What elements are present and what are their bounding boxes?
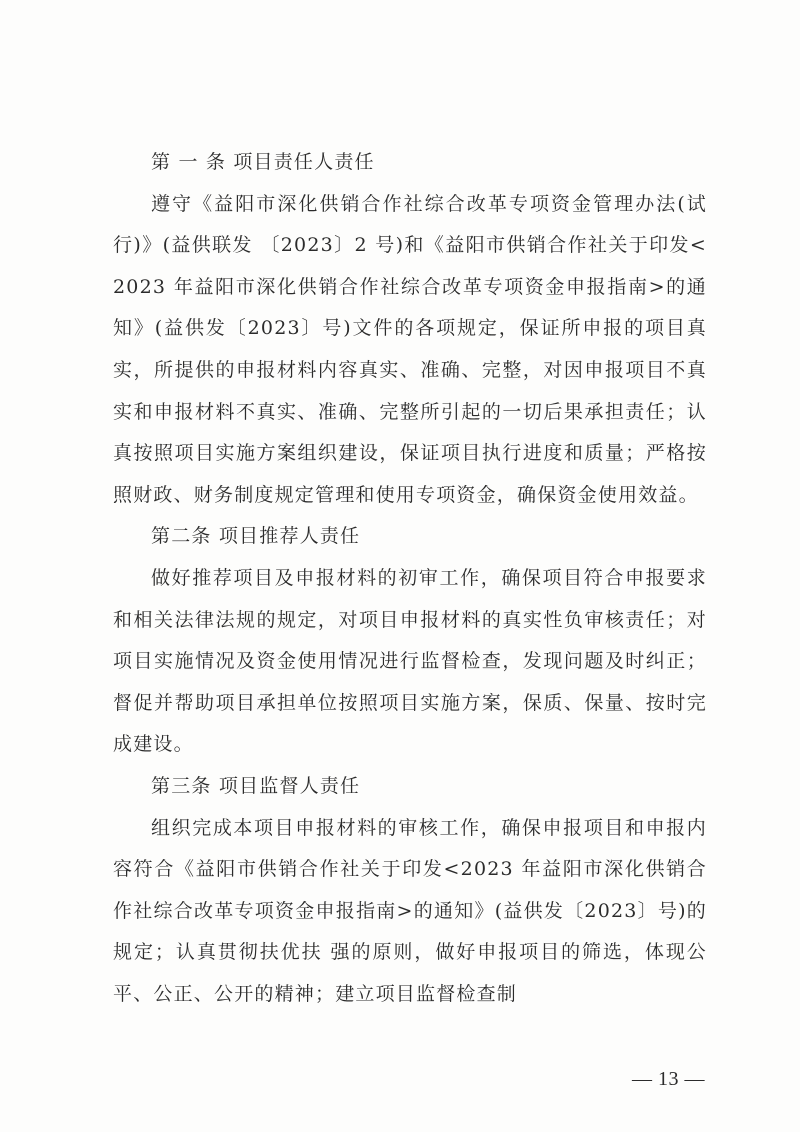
article-2-paragraph: 做好推荐项目及申报材料的初审工作，确保项目符合申报要求和相关法律法规的规定，对项目申报材料的真实性负审核责任；对项目实施情况及资金使用情况进行监督检查，发现问题及时纠正；督促并帮助项目承担单位按照项目实施方案，保质、保量、按时完成建设。 — [113, 566, 707, 756]
document-body — [113, 142, 707, 1015]
article-1-heading: 第 一 条 项目责任人责任 — [151, 151, 375, 173]
article-3-heading: 第三条 项目监督人责任 — [151, 774, 361, 797]
article-3-paragraph: 组织完成本项目申报材料的审核工作，确保申报项目和申报内容符合《益阳市供销合作社关于印发<2023 年益阳市深化供销合作社综合改革专项资金申报指南>的通知》(益供发〔2023〕号)的规定；认真贯彻扶优扶 强的原则，做好申报项目的筛选，体现公平、公正、公开的精神；建立项目监督检查制 — [113, 816, 707, 1005]
article-2-heading: 第二条 项目推荐人责任 — [151, 525, 361, 548]
article-1-paragraph: 遵守《益阳市深化供销合作社综合改革专项资金管理办法(试行)》(益供联发 〔2023〕2 号)和《益阳市供销合作社关于印发<2023 年益阳市深化供销合作社综合改革专项资金申报指南>的通知》(益供发〔2023〕号)文件的各项规定，保证所申报的项目真实，所提供的申报材料内容真实、准确、完整，对因申报项目不真实和申报材料不真实、准确、完整所引起的一切后果承担责任；认真按照项目实施方案组织建设，保证项目执行进度和质量；严格按照财政、财务制度规定管理和使用专项资金，确保资金使用效益。 — [113, 192, 707, 506]
page-number: — 13 — — [632, 1068, 705, 1090]
